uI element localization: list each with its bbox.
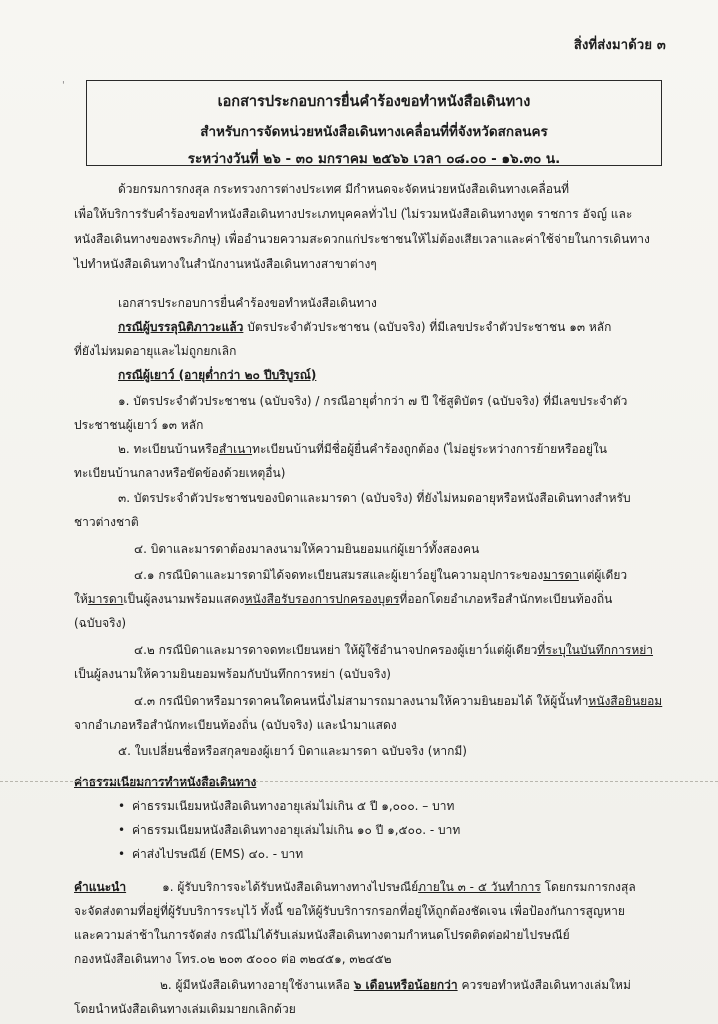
paper-fold-line	[0, 781, 718, 782]
item-4-1b-post: ที่ออกโดยอำเภอหรือสำนักทะเบียนท้องถิ่น	[399, 592, 613, 606]
minor-item-4: ๔. บิดาและมารดาต้องมาลงนามให้ความยินยอมแก่ผู้เยาว์ทั้งสองคน	[134, 542, 480, 556]
advice-line-5	[160, 978, 631, 993]
advice-line-4: กองหนังสือเดินทาง โทร.๐๒ ๒๐๓ ๕๐๐๐ ต่อ ๓๒๔๕๑, ๓๒๔๕๒	[74, 952, 392, 966]
minor-item-4-1-line-1	[134, 568, 627, 583]
item-4-3-consent: หนังสือยินยอม	[588, 694, 663, 708]
fees-heading: ค่าธรรมเนียมการทำหนังสือเดินทาง	[74, 775, 257, 789]
intro-line-4: ไปทำหนังสือเดินทางในสำนักงานหนังสือเดินทางสาขาต่างๆ	[74, 257, 377, 271]
item-4-1-mother: มารดา	[543, 568, 579, 582]
adult-case-line-1	[118, 320, 611, 335]
minor-item-4-1-line-3: (ฉบับจริง)	[74, 616, 127, 630]
minor-item-4-1-line-2	[74, 592, 612, 607]
item-4-2-underlined: ที่ระบุในบันทึกการหย่า	[537, 643, 654, 657]
advice-line-3: และความล่าช้าในการจัดส่ง กรณีไม่ได้รับเล่มหนังสือเดินทางตามกำหนดโปรดติดต่อฝ่ายไปรษณีย์	[74, 928, 570, 942]
minor-item-4-2-line-2: เป็นผู้ลงนามให้ความยินยอมพร้อมกับบันทึกการหย่า (ฉบับจริง)	[74, 667, 391, 681]
item-4-3-pre: ๔.๓ กรณีบิดาหรือมารดาคนใดคนหนึ่งไม่สามารถมาลงนามให้ความยินยอมได้ ให้ผู้นั้นทำ	[134, 694, 589, 708]
item-4-1b-certificate: หนังสือรับรองการปกครองบุตร	[244, 592, 400, 606]
minor-item-1-line-2: ประชาชนผู้เยาว์ ๑๓ หลัก	[74, 418, 204, 432]
item-4-1b-pre: ให้	[74, 592, 88, 606]
adult-case-text: บัตรประจำตัวประชาชน (ฉบับจริง) ที่มีเลขประจำตัวประชาชน ๑๓ หลัก	[247, 320, 612, 334]
minor-item-1-line-1: ๑. บัตรประจำตัวประชาชน (ฉบับจริง) / กรณีอายุต่ำกว่า ๗ ปี ใช้สูติบัตร (ฉบับจริง) ที่มีเลขประจำตัว	[118, 394, 628, 408]
item-4-1-post: แต่ผู้เดียว	[578, 568, 628, 582]
minor-item-4-3-line-1	[134, 694, 662, 709]
minor-item-2-line-2: ทะเบียนบ้านกลางหรือขัดข้องด้วยเหตุอื่น)	[74, 466, 286, 480]
item-4-2-pre: ๔.๒ กรณีบิดาและมารดาจดทะเบียนหย่า ให้ผู้ใช้อำนาจปกครองผู้เยาว์แต่ผู้เดียว	[134, 643, 538, 657]
advice-line-2: จะจัดส่งตามที่อยู่ที่ผู้รับบริการระบุไว้ ทั้งนี้ ขอให้ผู้รับบริการกรอกที่อยู่ให้ถูกต้องชัดเจน เพื่อป้องกันการสูญหาย	[74, 904, 625, 918]
item-2-underlined: สำเนา	[218, 442, 253, 456]
title-box	[86, 80, 662, 166]
margin-mark: '	[62, 80, 65, 91]
intro-line-2: เพื่อให้บริการรับคำร้องขอทำหนังสือเดินทางประเภทบุคคลทั่วไป (ไม่รวมหนังสือเดินทางทูต ราชการ อัจญ์ และ	[74, 207, 633, 221]
minor-item-4-3-line-2: จากอำเภอหรือสำนักทะเบียนท้องถิ่น (ฉบับจริง) และนำมาแสดง	[74, 718, 397, 732]
minor-item-3-line-2: ชาวต่างชาติ	[74, 515, 139, 529]
fee-item-ems: • ค่าส่งไปรษณีย์ (EMS) ๔๐. - บาท	[118, 847, 303, 862]
item-4-1b-mother: มารดา	[87, 592, 124, 606]
title-line-1: เอกสารประกอบการยื่นคำร้องขอทำหนังสือเดินทาง	[217, 94, 531, 110]
fee-item-5yr: • ค่าธรรมเนียมหนังสือเดินทางอายุเล่มไม่เกิน ๕ ปี ๑,๐๐๐. – บาท	[118, 799, 454, 814]
intro-line-1: ด้วยกรมการกงสุล กระทรวงการต่างประเทศ มีกำหนดจะจัดหน่วยหนังสือเดินทางเคลื่อนที่	[118, 182, 570, 196]
adult-case-label: กรณีผู้บรรลุนิติภาวะแล้ว	[118, 320, 244, 334]
title-line-3: ระหว่างวันที่ ๒๖ - ๓๐ มกราคม ๒๕๖๖ เวลา ๐๘.๐๐ - ๑๖.๓๐ น.	[187, 151, 561, 167]
intro-line-3: หนังสือเดินทางของพระภิกษุ) เพื่ออำนวยความสะดวกแก่ประชาชนให้ไม่ต้องเสียเวลาและค่าใช้จ่ายในการเดินทาง	[74, 232, 650, 246]
docs-heading: เอกสารประกอบการยื่นคำร้องขอทำหนังสือเดินทาง	[118, 296, 377, 310]
item-4-1-pre: ๔.๑ กรณีบิดาและมารดามิได้จดทะเบียนสมรสและผู้เยาว์อยู่ในความอุปการะของ	[134, 568, 544, 582]
advice-line-6: โดยนำหนังสือเดินทางเล่มเดิมมายกเลิกด้วย	[74, 1002, 296, 1016]
item-2-post: ทะเบียนบ้านที่มีชื่อผู้ยื่นคำร้องถูกต้อง (ไม่อยู่ระหว่างการย้ายหรืออยู่ใน	[252, 442, 607, 456]
attachment-label: สิ่งที่ส่งมาด้วย ๓	[573, 38, 666, 53]
minor-item-4-2-line-1	[134, 643, 653, 658]
advice-1-timeframe: ภายใน ๓ - ๕ วันทำการ	[418, 880, 541, 894]
fee-item-10yr: • ค่าธรรมเนียมหนังสือเดินทางอายุเล่มไม่เกิน ๑๐ ปี ๑,๕๐๐. - บาท	[118, 823, 460, 838]
advice-1-post: โดยกรมการกงสุล	[540, 880, 636, 894]
item-4-1b-mid: เป็นผู้ลงนามพร้อมแสดง	[123, 592, 245, 606]
minor-item-2-line-1	[118, 442, 607, 457]
minor-case-label: กรณีผู้เยาว์ (อายุต่ำกว่า ๒๐ ปีบริบูรณ์)	[118, 368, 317, 382]
advice-line-1	[74, 880, 636, 895]
minor-item-3-line-1: ๓. บัตรประจำตัวประชาชนของบิดาและมารดา (ฉบับจริง) ที่ยังไม่หมดอายุหรือหนังสือเดินทางสำหรับ	[118, 491, 631, 505]
advice-label: คำแนะนำ	[74, 880, 127, 894]
adult-case-line-2: ที่ยังไม่หมดอายุและไม่ถูกยกเลิก	[74, 344, 237, 358]
minor-item-5: ๕. ใบเปลี่ยนชื่อหรือสกุลของผู้เยาว์ บิดาและมารดา ฉบับจริง (หากมี)	[118, 744, 467, 758]
advice-1-pre: ๑. ผู้รับบริการจะได้รับหนังสือเดินทางทางไปรษณีย์	[162, 880, 419, 894]
advice-2-post: ควรขอทำหนังสือเดินทางเล่มใหม่	[457, 978, 631, 992]
advice-2-pre: ๒. ผู้มีหนังสือเดินทางอายุใช้งานเหลือ	[160, 978, 354, 992]
title-line-2: สำหรับการจัดหน่วยหนังสือเดินทางเคลื่อนที่ที่จังหวัดสกลนคร	[200, 124, 548, 140]
item-2-pre: ๒. ทะเบียนบ้านหรือ	[118, 442, 219, 456]
advice-2-period: ๖ เดือนหรือน้อยกว่า	[353, 978, 458, 992]
